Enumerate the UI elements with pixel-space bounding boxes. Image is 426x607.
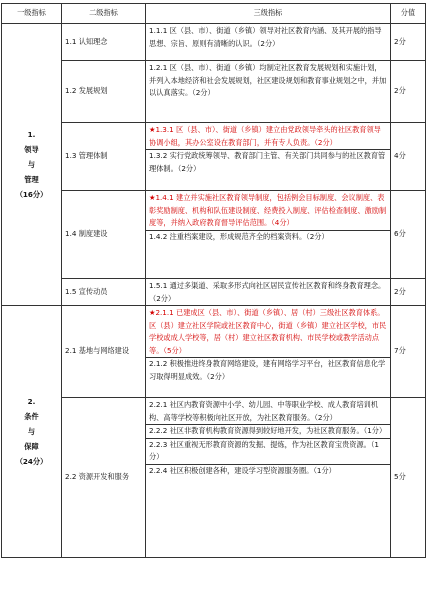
header-level1: 一级指标 bbox=[2, 4, 62, 24]
level1-text: 与 bbox=[27, 427, 36, 436]
level3-item: ★1.4.1 建立并实施社区教育领导制度，包括例会目标制度、会议制度、表彰奖励制度、机构和队伍建设制度、经费投入制度、评估检查制度、激励制度等，并纳入政府教育督导评估范围。（4分） bbox=[149, 193, 387, 227]
level3-item: 1.4.2 注重档案建设，形成规范齐全的档案资料。（2分） bbox=[149, 231, 329, 241]
level3-item: 1.3.2 实行党政统筹领导、教育部门主管、有关部门共同参与的社区教育管理体制。（2分） bbox=[149, 151, 386, 173]
score-cell: 6分 bbox=[391, 191, 426, 279]
score-cell: 4分 bbox=[391, 123, 426, 191]
table-row bbox=[2, 123, 426, 191]
level3-item: 1.2.1 区（县、市）、街道（乡镇）均制定社区教育发展规划和实施计划，并列入本地经济和社会发展规划，社区建设规划和教育事业规划之中，并加以认真落实。（2分） bbox=[149, 63, 387, 97]
level1-text: 条件 bbox=[24, 412, 39, 421]
level3-indicators bbox=[146, 61, 391, 123]
level3-indicators bbox=[146, 306, 391, 398]
score-cell: 2分 bbox=[391, 61, 426, 123]
table-row bbox=[2, 398, 426, 558]
table-row bbox=[2, 24, 426, 61]
level3-item: 2.2.2 社区非教育机构教育资源得到较好地开发，为社区教育服务。（1分） bbox=[149, 426, 387, 435]
level1-text: 与 bbox=[27, 160, 36, 169]
level3-indicators bbox=[146, 279, 391, 306]
table-row bbox=[2, 191, 426, 279]
level1-text: 2. bbox=[27, 397, 36, 406]
level2-indicator: 2.2 资源开发和服务 bbox=[62, 398, 146, 558]
table-header-row bbox=[2, 4, 426, 24]
level2-indicator: 1.1 认知理念 bbox=[62, 24, 146, 61]
header-level2: 二级指标 bbox=[62, 4, 146, 24]
level1-indicator bbox=[2, 24, 62, 306]
level3-item: 1.1.1 区（县、市）、街道（乡镇）领导对社区教育内涵、及其开展的指导思想、宗旨、原则有清晰的认识。（2分） bbox=[149, 26, 382, 48]
table-row bbox=[2, 61, 426, 123]
level2-indicator: 1.2 发展规划 bbox=[62, 61, 146, 123]
table-row bbox=[2, 279, 426, 306]
header-score: 分值 bbox=[391, 4, 426, 24]
level3-item: 2.2.1 社区内教育资源中小学、幼儿园、中等职业学校、成人教育培训机构、高等学校等积极向社区开放，为社区教育服务。（2分） bbox=[149, 400, 379, 422]
level2-indicator: 1.4 制度建设 bbox=[62, 191, 146, 279]
header-level3: 三级指标 bbox=[146, 4, 391, 24]
level1-text: 1. bbox=[27, 130, 36, 139]
level2-indicator: 2.1 基地与网络建设 bbox=[62, 306, 146, 398]
level3-indicators bbox=[146, 24, 391, 61]
level1-text: （24分） bbox=[15, 457, 48, 466]
level3-item: 2.1.2 积极推进终身教育网络建设，建有网络学习平台，社区教育信息化学习取得明显成效。（2分） bbox=[149, 359, 386, 381]
table-row bbox=[2, 306, 426, 398]
level1-text: （16分） bbox=[15, 190, 48, 199]
level3-indicators bbox=[146, 191, 391, 279]
score-cell: 5分 bbox=[391, 398, 426, 558]
score-cell: 2分 bbox=[391, 279, 426, 306]
level2-indicator: 1.3 管理体制 bbox=[62, 123, 146, 191]
level3-item: 2.2.4 社区积极创建各种，建设学习型资源服务圈。（1分） bbox=[149, 465, 336, 475]
level3-item: 1.5.1 通过多渠道、采取多形式向社区居民宣传社区教育和终身教育理念。（2分） bbox=[149, 281, 386, 303]
level1-text: 保障 bbox=[24, 442, 39, 451]
level1-indicator bbox=[2, 306, 62, 558]
level3-item: ★1.3.1 区（县、市）、街道（乡镇）建立由党政领导牵头的社区教育领导协调小组，其办公室设在教育部门，并有专人负责。（2分） bbox=[149, 125, 381, 147]
level1-text: 领导 bbox=[24, 145, 39, 154]
level1-text: 管理 bbox=[24, 175, 39, 184]
level2-indicator: 1.5 宣传动员 bbox=[62, 279, 146, 306]
level3-indicators bbox=[146, 398, 391, 558]
score-cell: 7分 bbox=[391, 306, 426, 398]
score-cell: 2分 bbox=[391, 24, 426, 61]
evaluation-table bbox=[1, 3, 426, 558]
level3-item: ★2.1.1 已建成区（县、市）、街道（乡镇）、居（村）三级社区教育体系。区（县）建立社区学院或社区教育中心，街道（乡镇）建立社区学校，市民学校或成人学校等，居（村）建立社区教育机构、市民学校或教学活动点等。（5分） bbox=[149, 308, 387, 355]
level3-item: 2.2.3 社区重视无形教育资源的发掘、提炼，作为社区教育宝贵资源。（1分） bbox=[149, 439, 379, 461]
level3-indicators bbox=[146, 123, 391, 191]
